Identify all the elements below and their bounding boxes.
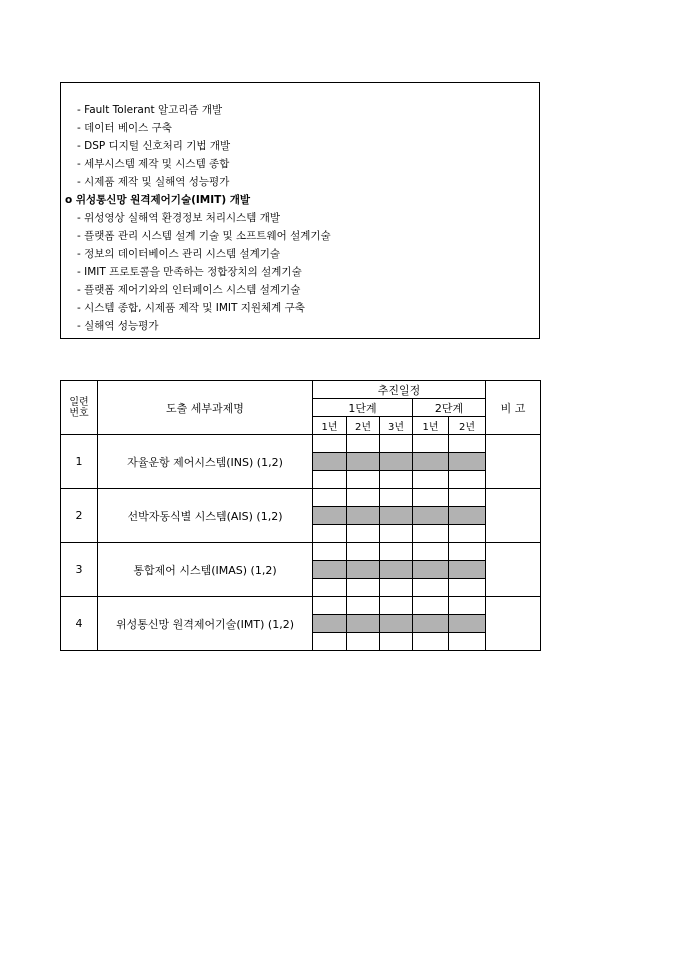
schedule-table [60,380,541,651]
schedule-bar-cell [413,561,449,579]
year-cell [347,579,380,597]
schedule-bar-cell [313,453,347,471]
year-cell [413,489,449,507]
header-number: 일련 번호 [61,381,98,435]
header-year: 3년 [380,417,413,435]
year-cell [313,597,347,615]
year-cell [347,435,380,453]
description-line: - 정보의 데이터베이스 관리 시스템 설계기술 [77,248,281,260]
header-year: 1년 [413,417,449,435]
year-cell [347,525,380,543]
task-name: 통합제어 시스템(IMAS) (1,2) [98,543,313,597]
year-cell [347,543,380,561]
year-cell [313,489,347,507]
schedule-bar-cell [380,615,413,633]
schedule-bar-cell [380,561,413,579]
year-cell [313,543,347,561]
year-cell [347,489,380,507]
row-number: 4 [61,597,98,651]
description-line: - Fault Tolerant 알고리즘 개발 [77,104,223,116]
year-cell [413,525,449,543]
row-number: 2 [61,489,98,543]
year-cell [380,543,413,561]
schedule-bar-cell [313,561,347,579]
row-number: 3 [61,543,98,597]
task-description-box [60,82,540,339]
year-cell [380,489,413,507]
header-stage-1: 1단계 [313,399,413,417]
description-line: - 시스템 종합, 시제품 제작 및 IMIT 지원체계 구축 [77,302,305,314]
table-row [61,597,541,615]
task-name: 위성통신망 원격제어기술(IMT) (1,2) [98,597,313,651]
schedule-bar-cell [313,507,347,525]
description-line: - 데이터 베이스 구축 [77,122,172,134]
year-cell [347,597,380,615]
description-line: - 시제품 제작 및 실해역 성능평가 [77,176,230,188]
year-cell [313,579,347,597]
schedule-bar-cell [449,615,486,633]
table-row [61,435,541,453]
remarks-cell [486,543,541,597]
year-cell [449,633,486,651]
description-line: - 플랫폼 제어기와의 인터페이스 시스템 설계기술 [77,284,301,296]
schedule-bar-cell [413,453,449,471]
schedule-bar-cell [413,615,449,633]
description-line: - 플랫폼 관리 시스템 설계 기술 및 소프트웨어 설계기술 [77,230,331,242]
schedule-body [61,435,541,651]
schedule-bar-cell [347,507,380,525]
year-cell [313,471,347,489]
year-cell [380,597,413,615]
remarks-cell [486,489,541,543]
year-cell [413,597,449,615]
table-row [61,543,541,561]
year-cell [380,525,413,543]
remarks-cell [486,597,541,651]
schedule-bar-cell [380,507,413,525]
year-cell [413,471,449,489]
year-cell [413,435,449,453]
year-cell [313,525,347,543]
year-cell [449,435,486,453]
year-cell [449,597,486,615]
table-row [61,489,541,507]
year-cell [449,525,486,543]
schedule-bar-cell [449,561,486,579]
year-cell [449,471,486,489]
section-heading: o 위성통신망 원격제어기술(IMIT) 개발 [65,194,251,206]
task-name: 선박자동식별 시스템(AIS) (1,2) [98,489,313,543]
description-line: - 세부시스템 제작 및 시스템 종합 [77,158,230,170]
schedule-bar-cell [380,453,413,471]
year-cell [313,633,347,651]
year-cell [413,579,449,597]
year-cell [413,633,449,651]
header-stage-2: 2단계 [413,399,486,417]
year-cell [380,633,413,651]
remarks-cell [486,435,541,489]
header-remarks: 비 고 [486,381,541,435]
year-cell [380,471,413,489]
year-cell [413,543,449,561]
year-cell [380,579,413,597]
year-cell [449,489,486,507]
schedule-bar-cell [347,453,380,471]
year-cell [380,435,413,453]
description-line: - DSP 디지털 신호처리 기법 개발 [77,140,231,152]
schedule-bar-cell [347,561,380,579]
task-name: 자율운항 제어시스템(INS) (1,2) [98,435,313,489]
header-task-name: 도출 세부과제명 [98,381,313,435]
header-year: 2년 [347,417,380,435]
year-cell [449,543,486,561]
description-line: - 위성영상 실해역 환경정보 처리시스템 개발 [77,212,281,224]
year-cell [449,579,486,597]
schedule-bar-cell [449,453,486,471]
schedule-bar-cell [313,615,347,633]
header-year: 2년 [449,417,486,435]
schedule-bar-cell [449,507,486,525]
schedule-bar-cell [347,615,380,633]
year-cell [313,435,347,453]
year-cell [347,471,380,489]
header-year: 1년 [313,417,347,435]
description-line: - 실해역 성능평가 [77,320,159,332]
year-cell [347,633,380,651]
header-schedule: 추진일정 [313,381,486,399]
description-line: - IMIT 프로토콜을 만족하는 정합장치의 설계기술 [77,266,302,278]
row-number: 1 [61,435,98,489]
schedule-bar-cell [413,507,449,525]
